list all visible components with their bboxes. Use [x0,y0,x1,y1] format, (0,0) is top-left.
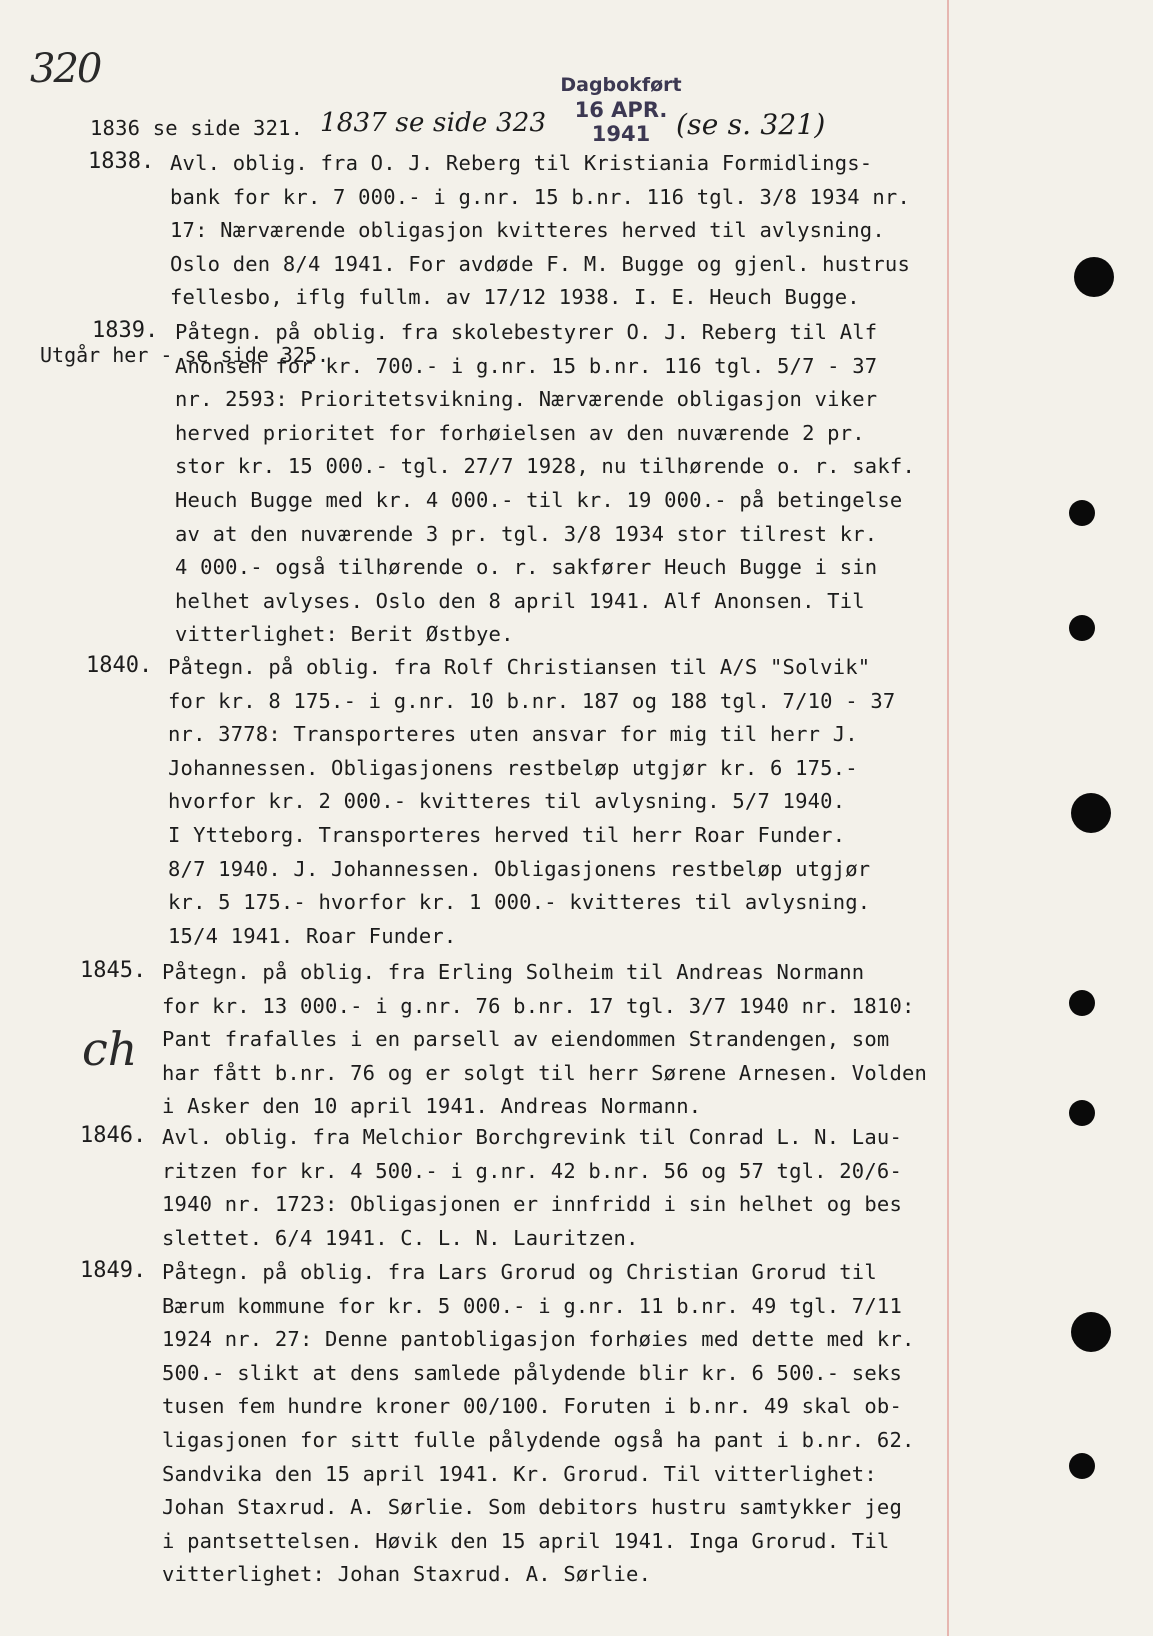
page-number: 320 [30,46,101,92]
header-bracket-note: (se s. 321) [676,108,826,141]
entry-line: Påtegn. på oblig. fra Erling Solheim til Andreas Normann [162,960,865,984]
entry-number: 1845. [80,958,147,983]
entry-line: helhet avlyses. Oslo den 8 april 1941. Alf Anonsen. Til [175,588,865,613]
entry-line: 4 000.- også tilhørende o. r. sakfører Heuch Bugge i sin [175,555,878,580]
entry-line: 500.- slikt at dens samlede pålydende blir kr. 6 500.- seks [162,1360,902,1385]
entry-line: ritzen for kr. 4 500.- i g.nr. 42 b.nr. 56 og 57 tgl. 20/6- [162,1158,902,1183]
entry-line: i pantsettelsen. Høvik den 15 april 1941. Inga Grorud. Til [162,1528,890,1553]
side-note: Utgår her - se side 325. [40,343,329,367]
punch-hole [1069,990,1095,1016]
punch-hole [1069,500,1095,526]
entry-line: nr. 2593: Prioritetsvikning. Nærværende obligasjon viker [175,387,878,412]
entry-number: 1840. [86,653,153,678]
date-stamp [546,74,696,146]
entry-line: Bærum kommune for kr. 5 000.- i g.nr. 11 b.nr. 49 tgl. 7/11 [162,1293,902,1318]
entry-line: 1924 nr. 27: Denne pantobligasjon forhøies med dette med kr. [162,1327,915,1352]
entry-line: Anonsen for kr. 700.- i g.nr. 15 b.nr. 116 tgl. 5/7 - 37 [175,353,878,378]
entry-line: herved prioritet for forhøielsen av den nuværende 2 pr. [175,420,865,445]
entry-line: av at den nuværende 3 pr. tgl. 3/8 1934 stor tilrest kr. [175,521,878,546]
entry-line: 15/4 1941. Roar Funder. [168,923,457,948]
entry-line: fellesbo, iflg fullm. av 17/12 1938. I. E. Heuch Bugge. [170,285,860,310]
entry-line: Påtegn. på oblig. fra Rolf Christiansen til A/S "Solvik" [168,655,871,679]
entry-line: 1940 nr. 1723: Obligasjonen er innfridd i sin helhet og bes [162,1192,902,1217]
entry-line: Heuch Bugge med kr. 4 000.- til kr. 19 000.- på betingelse [175,488,903,512]
entry-line: for kr. 8 175.- i g.nr. 10 b.nr. 187 og 188 tgl. 7/10 - 37 [168,688,896,713]
margin-rule [947,0,949,1636]
margin-mark: ch [82,1022,138,1076]
entry-line: Johan Staxrud. A. Sørlie. Som debitors hustru samtykker jeg [162,1495,902,1520]
punch-hole [1071,1312,1111,1352]
entry-number: 1838. [88,149,155,174]
entry-line: Avl. oblig. fra Melchior Borchgrevink til Conrad L. N. Lau- [162,1125,902,1149]
entry-line: i Asker den 10 april 1941. Andreas Normann. [162,1094,702,1119]
stamp-title: Dagbokført [560,74,682,96]
entry-line: Pant frafalles i en parsell av eiendommen Strandengen, som [162,1027,890,1052]
entry-line: ligasjonen for sitt fulle pålydende også ha pant i b.nr. 62. [162,1428,915,1452]
entry-line: for kr. 13 000.- i g.nr. 76 b.nr. 17 tgl. 3/7 1940 nr. 1810: [162,993,915,1018]
entry-line: Avl. oblig. fra O. J. Reberg til Kristiania Formidlings- [170,151,873,175]
entry-number: 1839. [92,318,159,343]
entry-line: kr. 5 175.- hvorfor kr. 1 000.- kvitteres til avlysning. [168,890,871,915]
punch-hole [1069,1100,1095,1126]
header-handwritten: 1837 se side 323 [320,108,547,138]
entry-line: stor kr. 15 000.- tgl. 27/7 1928, nu tilhørende o. r. sakf. [175,454,915,479]
entry-line: Oslo den 8/4 1941. For avdøde F. M. Bugge og gjenl. hustrus [170,251,910,276]
punch-hole [1069,615,1095,641]
entry-number: 1846. [80,1123,147,1148]
entry-line: vitterlighet: Berit Østbye. [175,622,514,647]
entry-line: vitterlighet: Johan Staxrud. A. Sørlie. [162,1562,652,1587]
entry-line: tusen fem hundre kroner 00/100. Foruten i b.nr. 49 skal ob- [162,1394,902,1419]
punch-hole [1071,793,1111,833]
entry-line: slettet. 6/4 1941. C. L. N. Lauritzen. [162,1225,639,1250]
stamp-date: 16 APR. 1941 [574,98,668,146]
entry-line: I Ytteborg. Transporteres herved til herr Roar Funder. [168,823,846,847]
punch-hole [1069,1453,1095,1479]
entry-line: nr. 3778: Transporteres uten ansvar for mig til herr J. [168,722,858,747]
entry-number: 1849. [80,1258,147,1283]
entry-line: Johannessen. Obligasjonens restbeløp utgjør kr. 6 175.- [168,755,858,780]
entry-line: 17: Nærværende obligasjon kvitteres herved til avlysning. [170,218,885,243]
entry-line: 8/7 1940. J. Johannessen. Obligasjonens restbeløp utgjør [168,856,871,881]
entry-line: har fått b.nr. 76 og er solgt til herr Sørene Arnesen. Volden [162,1060,928,1085]
entry-line: Påtegn. på oblig. fra skolebestyrer O. J. Reberg til Alf [175,320,878,344]
entry-line: Sandvika den 15 april 1941. Kr. Grorud. Til vitterlighet: [162,1461,877,1486]
entry-line: bank for kr. 7 000.- i g.nr. 15 b.nr. 116 tgl. 3/8 1934 nr. [170,184,910,209]
entry-line: hvorfor kr. 2 000.- kvitteres til avlysning. 5/7 1940. [168,789,846,814]
header-typed: 1836 se side 321. [90,116,304,140]
punch-hole [1074,257,1114,297]
entry-line: Påtegn. på oblig. fra Lars Grorud og Christian Grorud til [162,1260,877,1284]
